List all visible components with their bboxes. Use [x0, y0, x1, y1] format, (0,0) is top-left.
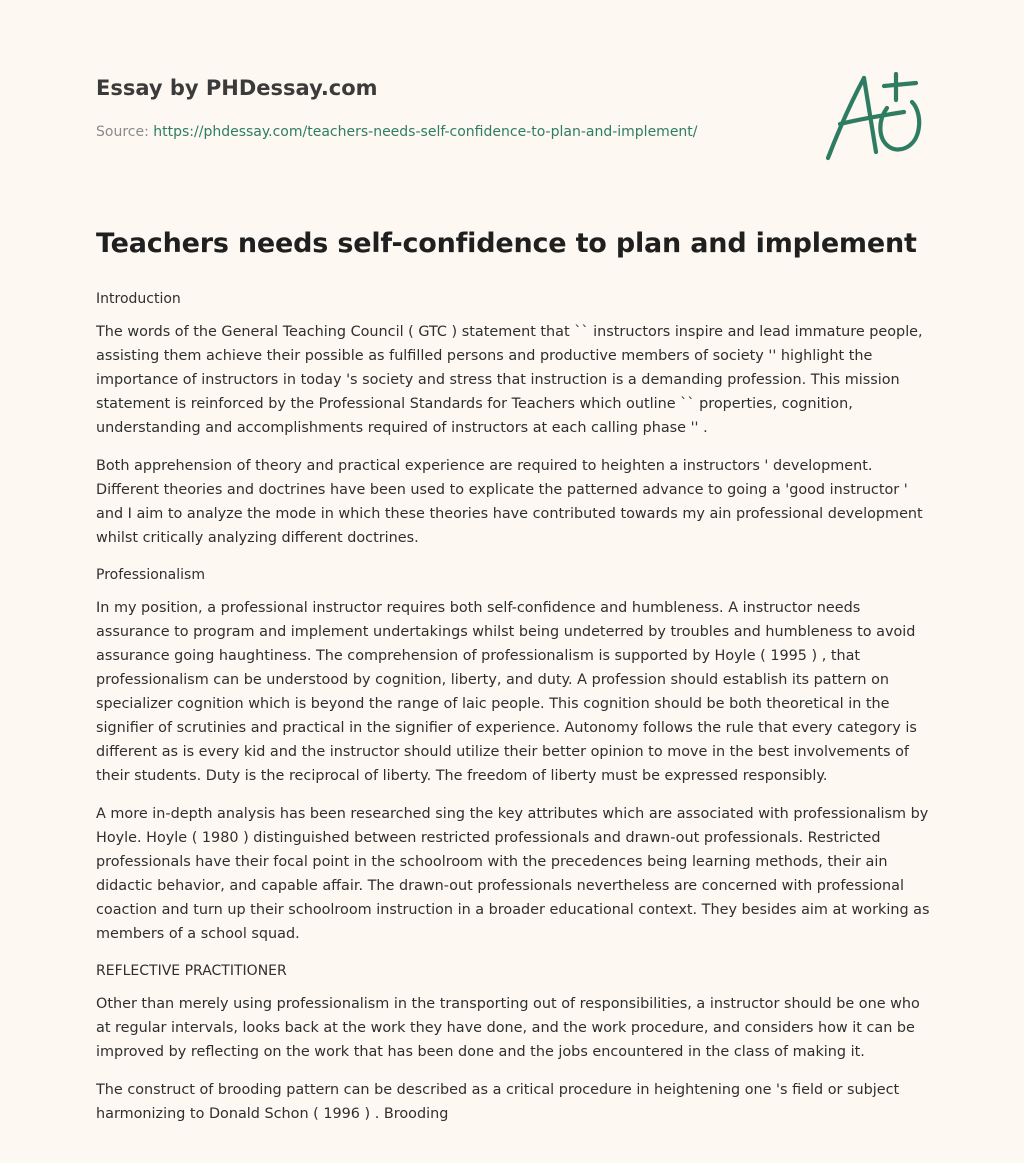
paragraph: Other than merely using professionalism in the transporting out of responsibilities, a instructor should be one who at regular intervals, looks back at the work they have done, and the work procedure, and considers how it can be improved by reflecting on the work that has been done and the jobs encountered in the class of making it.	[96, 996, 920, 1060]
section-heading-reflective-practitioner: REFLECTIVE PRACTITIONER	[96, 963, 287, 979]
section-heading-professionalism: Professionalism	[96, 567, 205, 583]
paragraph: Both apprehension of theory and practical experience are required to heighten a instructors ' development. Different theories and doctrines have been used to explicate the patterned advance to going a 'good instructor ' and I aim to analyze the mode in which these theories have contributed towards my ain professional development whilst critically analyzing different doctrines.	[96, 458, 923, 546]
source-label: Source:	[96, 124, 154, 140]
section-heading-introduction: Introduction	[96, 291, 181, 307]
paragraph: In my position, a professional instructor requires both self-confidence and humbleness. A instructor needs assurance to program and implement undertakings whilst being undeterred by troubles and humbleness to avoid assurance going haughtiness. The comprehension of professionalism is supported by Hoyle ( 1995 ) , that professionalism can be understood by cognition, liberty, and duty. A profession should establish its pattern on specializer cognition which is beyond the range of laic people. This cognition should be both theoretical in the signifier of scrutinies and practical in the signifier of experience. Autonomy follows the rule that every category is different as is every kid and the instructor should utilize their better opinion to move in the best involvements of their students. Duty is the reciprocal of liberty. The freedom of liberty must be expressed responsibly.	[96, 600, 917, 784]
essay-article	[96, 224, 930, 1140]
site-title: Essay by PHDessay.com	[96, 76, 378, 100]
source-link[interactable]: https://phdessay.com/teachers-needs-self-confidence-to-plan-and-implement/	[153, 124, 698, 140]
paragraph: The construct of brooding pattern can be described as a critical procedure in heightening one 's field or subject harmonizing to Donald Schon ( 1996 ) . Brooding	[96, 1082, 900, 1122]
page-header	[96, 0, 926, 200]
paragraph: A more in-depth analysis has been researched sing the key attributes which are associated with professionalism by Hoyle. Hoyle ( 1980 ) distinguished between restricted professionals and drawn-out professionals. Restricted professionals have their focal point in the schoolroom with the precedences being learning methods, their ain didactic behavior, and capable affair. The drawn-out professionals nevertheless are concerned with professional coaction and turn up their schoolroom instruction in a broader educational context. They besides aim at working as members of a school squad.	[96, 806, 930, 942]
a-plus-logo-icon	[824, 66, 928, 166]
paragraph: The words of the General Teaching Council ( GTC ) statement that `` instructors inspire and lead immature people, assisting them achieve their possible as fulfilled persons and productive members of society '' highlight the importance of instructors in today 's society and stress that instruction is a demanding profession. This mission statement is reinforced by the Professional Standards for Teachers which outline `` properties, cognition, understanding and accomplishments required of instructors at each calling phase '' .	[96, 324, 923, 436]
page-title: Teachers needs self-confidence to plan and implement	[96, 228, 917, 259]
source-line	[96, 124, 698, 140]
